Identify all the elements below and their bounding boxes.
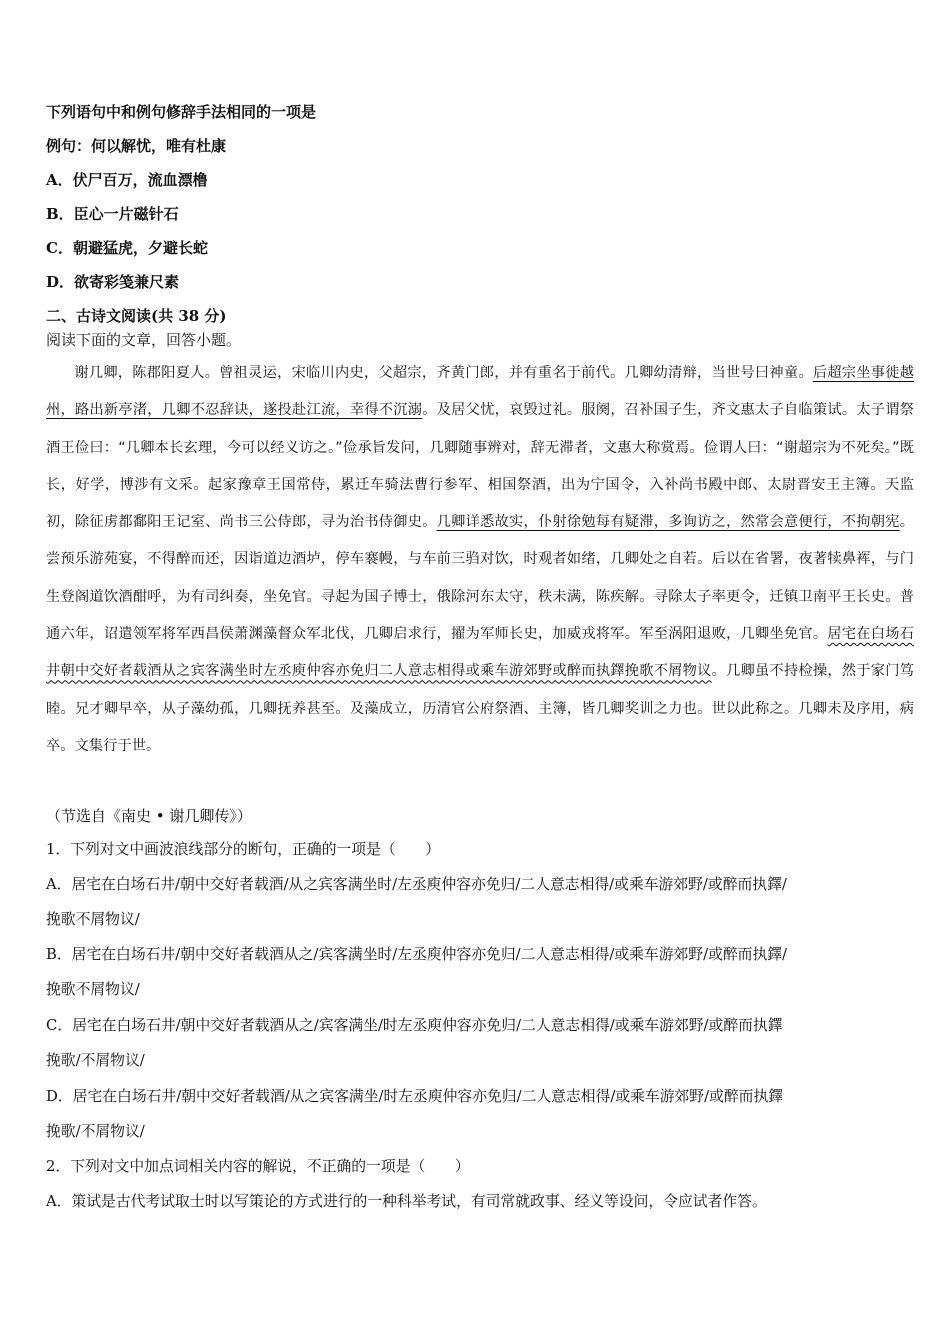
passage-part-3: 。及居父忧，哀毁过礼。服阕，召补国子生，齐文惠太子自临策试。太子谓祭酒王俭曰：“几卿本长玄理，今可以经义访之。”俭承旨发问，几卿随事辨对，辞无滞者，文惠大称赏焉。俭谓人曰：“谢超宗为不死矣。”既长，好学，博涉有文采。起家豫章王国常侍，累迁车骑法曹行参军、相国祭酒，出为宁国令，入补尚书殿中郎、太尉晋安王主簿。天监初，除征虏都鄱阳王记室、尚书三公侍郎，寻为治书侍御史。: [46, 402, 915, 531]
prev-option-d: D．欲寄彩笺兼尺素: [46, 273, 180, 291]
q1-option-c-line2: 挽歌/不屑物议/: [46, 1051, 145, 1069]
passage-part-5: 。尝预乐游苑宴，不得醉而还，因诣道边酒垆，停车褰幔，与车前三驺对饮，时观者如绪，几卿处之自若。后以在省署，夜著犊鼻裈，与门生登阁道饮酒酣呼，为有司纠奏，坐免官。寻起为国子博士，俄除河东太守，秩未满，陈疾解。寻除太子率更令，迁镇卫南平王长史。普通六年，诏遣领军将军西昌侯萧渊藻督众军北伐，几卿启求行，擢为军师长史，加威戎将军。军至涡阳退败，几卿坐免官。: [46, 514, 915, 643]
passage-source: （节选自《南史 • 谢几卿传》）: [46, 807, 252, 825]
q1-option-d-line2: 挽歌/不屑物议/: [46, 1122, 145, 1140]
passage-text: [46, 355, 914, 765]
q1-option-b-line2: 挽歌不屑物议/: [46, 980, 140, 998]
passage-wavy-sentence: 居宅在白场石井朝中交好者载酒从之宾客满坐时左丞庾仲容亦免归二人意志相得或乘车游郊野或醉而执鐸挽歌不屑物议: [46, 626, 914, 680]
q2-option-a: A．策试是古代考试取士时以写策论的方式进行的一种科举考试，有司常就政事、经义等设问，令应试者作答。: [46, 1192, 767, 1210]
section-title: 二、古诗文阅读(共 38 分): [46, 307, 227, 325]
prev-option-c: C．朝避猛虎，夕避长蛇: [46, 239, 208, 257]
prev-option-a: A．伏尸百万，流血漂橹: [46, 171, 208, 189]
q1-stem: 1．下列对文中画波浪线部分的断句，正确的一项是（ ）: [46, 840, 441, 858]
q1-option-a-line2: 挽歌不屑物议/: [46, 910, 140, 928]
passage-underlined-sentence-2: 几卿详悉故实，仆射徐勉每有疑滞，多询访之，然常会意便行，不拘朝宪: [436, 514, 900, 531]
section-instruction: 阅读下面的文章，回答小题。: [46, 331, 242, 349]
q1-option-d-line1: D．居宅在白场石井/朝中交好者载酒/从之宾客满坐/时左丞庾仲容亦免归/二人意志相得/或乘车游郊野/或醉而执鐸: [46, 1087, 784, 1105]
q1-option-c-line1: C．居宅在白场石井/朝中交好者载酒从之/宾客满坐/时左丞庾仲容亦免归/二人意志相得/或乘车游郊野/或醉而执鐸: [46, 1016, 783, 1034]
passage-part-1: 谢几卿，陈郡阳夏人。曾祖灵运，宋临川内史，父超宗，齐黄门郎，并有重名于前代。几卿幼清辩，当世号曰神童。: [74, 365, 813, 381]
passage-underlined-sentence-1: 后超宗坐事徙越州，路出新亭渚，几卿不忍辞诀，遂投赴江流，幸得不沉溺: [46, 365, 915, 419]
q2-stem: 2．下列对文中加点词相关内容的解说，不正确的一项是（ ）: [46, 1157, 470, 1175]
prev-question-example: 例句：何以解忧，唯有杜康: [46, 137, 227, 155]
prev-question-stem: 下列语句中和例句修辞手法相同的一项是: [46, 103, 317, 121]
q1-option-a-line1: A．居宅在白场石井/朝中交好者载酒/从之宾客满坐时/左丞庾仲容亦免归/二人意志相得/或乘车游郊野/或醉而执鐸/: [46, 875, 787, 893]
prev-option-b: B．臣心一片磁针石: [46, 205, 179, 223]
q1-option-b-line1: B．居宅在白场石井/朝中交好者载酒从之/宾客满坐时/左丞庾仲容亦免归/二人意志相得/或乘车游郊野/或醉而执鐸/: [46, 945, 788, 963]
passage-part-7: 。几卿虽不持检操，然于家门笃睦。兄才卿早卒，从子藻幼孤，几卿抚养甚至。及藻成立，历清官公府祭酒、主簿，皆几卿奖训之力也。世以此称之。几卿未及序用，病卒。文集行于世。: [46, 663, 915, 754]
